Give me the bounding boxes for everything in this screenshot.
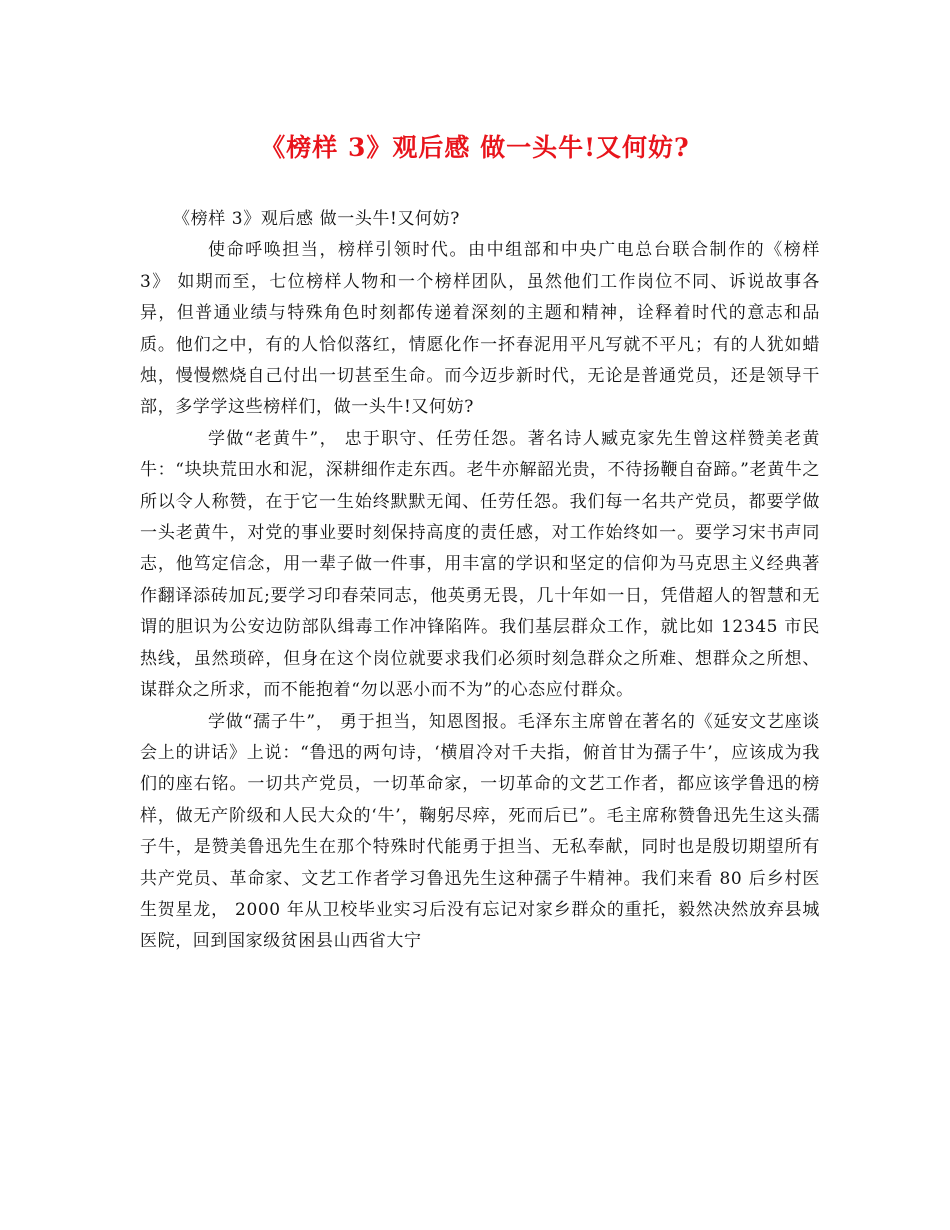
document-title: 《榜样 3》观后感 做一头牛!又何妨? bbox=[260, 133, 690, 162]
paragraph-old-ox: 学做“老黄牛”， 忠于职守、任劳任怨。著名诗人臧克家先生曾这样赞美老黄牛：“块块荒田水和泥，深耕细作走东西。老牛亦解韶光贵，不待扬鞭自奋蹄。”老黄牛之所以令人称赞，在于它一生始终默默无闻、任劳任怨。我们每一名共产党员，都要学做一头老黄牛，对党的事业要时刻保持高度的责任感，对工作始终如一。要学习宋书声同志，他笃定信念，用一辈子做一件事，用丰富的学识和坚定的信仰为马克思主义经典著作翻译添砖加瓦;要学习印春荣同志，他英勇无畏，几十年如一日，凭借超人的智慧和无谓的胆识为公安边防部队缉毒工作冲锋陷阵。我们基层群众工作，就比如 12345 市民热线，虽然琐碎，但身在这个岗位就要求我们必须时刻急群众之所难、想群众之所想、谋群众之所求，而不能抱着“勿以恶小而不为”的心态应付群众。 bbox=[140, 428, 820, 701]
paragraph-willing-ox: 学做“孺子牛”， 勇于担当，知恩图报。毛泽东主席曾在著名的《延安文艺座谈会上的讲话》上说：“鲁迅的两句诗，‘横眉冷对千夫指，俯首甘为孺子牛’，应该成为我们的座右铭。一切共产党员，一切革命家，一切革命的文艺工作者，都应该学鲁迅的榜样，做无产阶级和人民大众的‘牛’，鞠躬尽瘁，死而后已”。毛主席称赞鲁迅先生这头孺子牛，是赞美鲁迅先生在那个特殊时代能勇于担当、无私奉献，同时也是殷切期望所有共产党员、革命家、文艺工作者学习鲁迅先生这种孺子牛精神。我们来看 80 后乡村医生贺星龙， 2000 年从卫校毕业实习后没有忘记对家乡群众的重托，毅然决然放弃县城医院，回到国家级贫困县山西省大宁 bbox=[140, 711, 820, 952]
lead-line: 《榜样 3》观后感 做一头牛!又何妨? bbox=[173, 209, 460, 229]
document-body bbox=[140, 204, 820, 958]
paragraph-intro: 使命呼唤担当，榜样引领时代。由中组部和中央广电总台联合制作的《榜样 3》 如期而至，七位榜样人物和一个榜样团队，虽然他们工作岗位不同、诉说故事各异，但普通业绩与特殊角色时刻都传递着深刻的主题和精神，诠释着时代的意志和品质。他们之中，有的人恰似落红，情愿化作一抔春泥用平凡写就不平凡；有的人犹如蜡烛，慢慢燃烧自己付出一切甚至生命。而今迈步新时代，无论是普通党员，还是领导干部，多学学这些榜样们，做一头牛!又何妨? bbox=[140, 240, 820, 418]
